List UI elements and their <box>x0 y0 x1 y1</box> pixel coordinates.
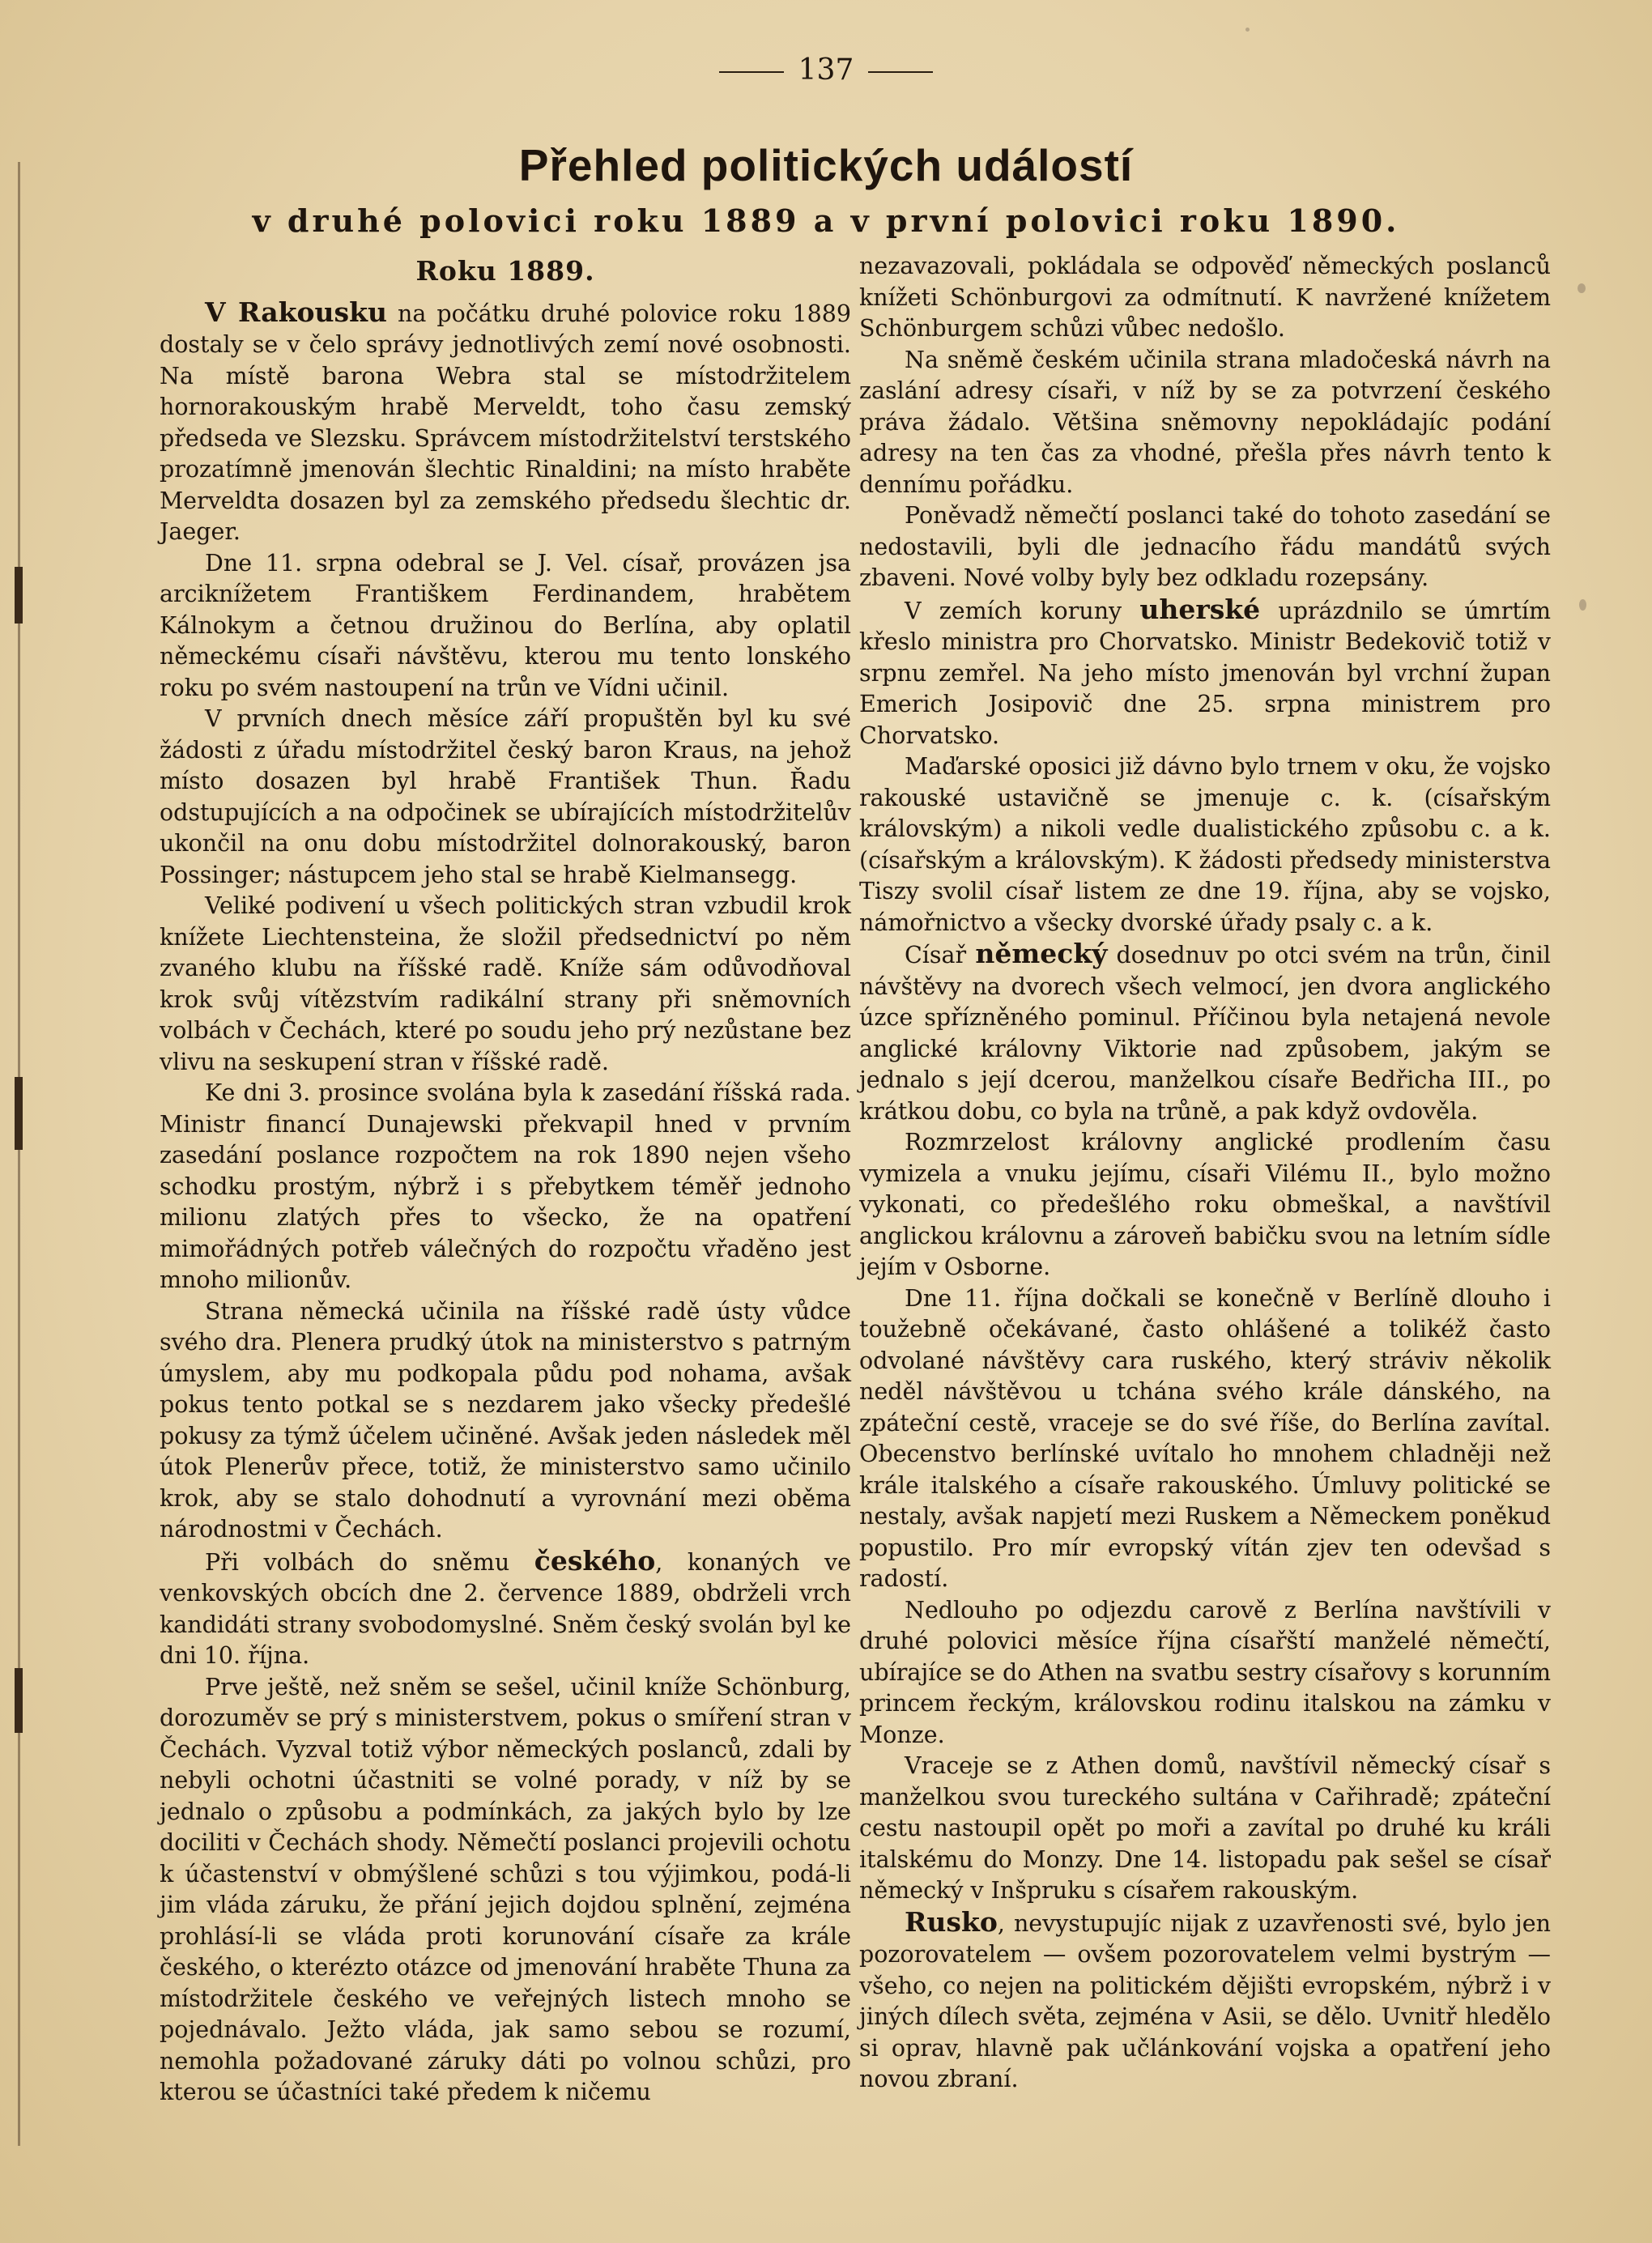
paragraph: Poněvadž němečtí poslanci také do tohoto zasedání se nedostavili, byli dle jednacího řádu mandátů svých zbaveni. Nové volby byly bez odkladu rozepsány. <box>859 502 1551 591</box>
paragraph: Při volbách do sněmu českého, konaných ve venkovských obcích dne 2. července 1889, obdrželi vrch kandidáti strany svobodomyslné. Sněm český svolán byl ke dni 10. října. <box>160 1544 851 1669</box>
paragraph: V zemích koruny uherské uprázdnilo se úmrtím křeslo ministra pro Chorvatsko. Ministr Bedekovič totiž v srpnu zemřel. Na jeho místo jmenován byl vrchní župan Emerich Josipovič dne 25. srpna ministrem pro Chorvatsko. <box>859 593 1552 749</box>
paragraph: nezavazovali, pokládala se odpověď německých poslanců knížeti Schönburgovi za odmítnutí. K navržené knížetem Schönburgem schůzi vůbec nedošlo. <box>859 253 1551 342</box>
paragraph: Na sněmě českém učinila strana mladočeská návrh na zaslání adresy císaři, v níž by se za potvrzení českého práva žádalo. Většina sněmovny nepokládajíc podání adresy na ten čas za vhodné, přešla přes návrh tento k dennímu pořádku. <box>859 346 1551 498</box>
page-number: 137 <box>798 53 854 87</box>
paragraph: Prve ještě, než sněm se sešel, učinil kníže Schönburg, dorozuměv se prý s ministerstvem, pokus o smíření stran v Čechách. Vyzval totiž výbor německých poslanců, zdali by nebyli ochotni účastniti se volné porady, v níž by se jednalo o způsobu a podmínkách, za jakých bylo by lze dociliti v Čechách shody. Němečtí poslanci projevili ochotu k účastenství v obmýšlené schůzi s tou výjimkou, podá-li jim vláda záruku, že přání jejich dojdou splnění, zejména prohlásí-li se vláda proti korunování císaře za krále českého, o kterézto otázce od jmenování hraběte Thuna za místodržitele českého ve veřejných listech mnoho se pojednávalo. Ježto vláda, jak samo sebou se rozumí, nemohla požadované záruky dáti po volnou schůzi, pro kterou se účastníci také předem k ničemu <box>160 1673 851 2105</box>
paragraph: V prvních dnech měsíce září propuštěn byl ku své žádosti z úřadu místodržitel český baron Kraus, na jehož místo dosazen byl hrabě František Thun. Řadu odstupujících a na odpočinek se ubírajících místodržitelův ukončil na onu dobu místodržitel dolnorakouský, baron Possinger; nástupcem jeho stal se hrabě Kielmansegg. <box>160 705 851 888</box>
left-column <box>160 251 851 2109</box>
binding-mark <box>15 567 23 624</box>
page-number-line <box>0 53 1652 87</box>
paragraph: V Rakousku na počátku druhé polovice roku 1889 dostaly se v čelo správy jednotlivých zemí nové osobnosti. Na místě barona Webra stal se místodržitelem hornorakouským hrabě Merveldt, toho času zemský předseda ve Slezsku. Správcem místodržitelství terstského prozatímně jmenován šlechtic Rinaldini; na místo hraběte Merveldta dosazen byl za zemského předsedu šlechtic dr. Jaeger. <box>160 296 851 545</box>
emphasis: uherské <box>1139 593 1261 625</box>
paragraph: Ke dni 3. prosince svolána byla k zasedání říšská rada. Ministr financí Dunajewski překvapil hned v prvním zasedání poslance rozpočtem na rok 1890 nejen všeho schodku prostým, nýbrž i s přebytkem téměř jednoho milionu zlatých přes to všecko, že na opatření mimořádných potřeb válečných do rozpočtu vřaděno jest mnoho milionův. <box>160 1079 851 1293</box>
paragraph: Dne 11. srpna odebral se J. Vel. císař, provázen jsa arciknížetem Františkem Ferdinandem, hrabětem Kálnokym a četnou družinou do Berlína, aby oplatil německému císaři návštěvu, kterou mu tento lonského roku po svém nastoupení na trůn ve Vídni učinil. <box>160 549 851 701</box>
page-title: Přehled politických událostí <box>518 140 1134 190</box>
page-subtitle: v druhé polovici roku 1889 a v první polovici roku 1890. <box>252 202 1400 239</box>
paper-spot <box>1579 599 1586 611</box>
paragraph: Nedlouho po odjezdu carově z Berlína navštívili v druhé polovici měsíce října císařští manželé němečtí, ubírajíce se do Athen na svatbu sestry císařovy s korunním princem řeckým, královskou rodinu italskou na zámku v Monze. <box>859 1596 1551 1748</box>
emphasis: německý <box>975 938 1108 969</box>
paragraph: Rusko, nevystupujíc nijak z uzavřenosti své, bylo jen pozorovatelem — ovšem pozorovatelem velmi bystrým — všeho, co nejen na politickém dějišti evropském, nýbrž i v jiných dílech světa, zejména v Asii, se dělo. Uvnitř hledělo si oprav, hlavně pak učlánkování vojska a opatření jeho novou zbraní. <box>859 1905 1551 2092</box>
year-heading: Roku 1889. <box>415 255 595 287</box>
page-edge-shadow <box>18 162 20 2146</box>
emphasis: českého <box>534 1544 656 1577</box>
paper-spot <box>1245 28 1250 32</box>
binding-mark <box>15 1668 23 1733</box>
paper-spot <box>1577 283 1586 293</box>
paragraph: Maďarské oposici již dávno bylo trnem v oku, že vojsko rakouské ustavičně se jmenuje c. k. (císařským královským) a nikoli vedle dualistického způsobu c. a k. (císařským a královským). K žádosti předsedy ministerstva Tiszy svolil císař listem ze dne 19. října, aby se vojsko, námořnictvo a všecky dvorské úřady psaly c. a k. <box>859 753 1551 936</box>
country-heading: V Rakousku <box>205 296 387 328</box>
paragraph: Císař německý dosednuv po otci svém na trůn, činil návštěvy na dvorech všech velmocí, jen dvora anglického úzce spřízněného pominul. Příčinou byla netajená nevole anglické královny Viktorie nad způsobem, jakým se jednalo s její dcerou, manželkou císaře Bedřicha III., po krátkou dobu, co byla na trůně, a pak když ovdověla. <box>859 938 1551 1125</box>
paragraph: Strana německá učinila na říšské radě ústy vůdce svého dra. Plenera prudký útok na ministerstvo s patrným úmyslem, aby mu podkopala půdu pod nohama, avšak pokus tento potkal se s nezdarem jako všecky předešlé pokusy za týmž účelem učiněné. Avšak jeden následek měl útok Plenerův přece, totiž, že ministerstvo samo učinilo krok, aby se stalo dohodnutí a vyrovnání mezi oběma národnostmi v Čechách. <box>160 1297 851 1543</box>
binding-mark <box>15 1077 23 1150</box>
paragraph: Vraceje se z Athen domů, navštívil německý císař s manželkou svou tureckého sultána v Cařihradě; zpáteční cestu nastoupil opět po moři a zavítal po druhé ku králi italskému do Monzy. Dne 14. listopadu pak sešel se císař německý v Inšpruku s císařem rakouským. <box>859 1752 1551 1904</box>
paragraph: Rozmrzelost královny anglické prodlením času vymizela a vnuku jejímu, císaři Vilému II., bylo možno vykonati, co předešlého roku obmeškal, a navštívil anglickou královnu a zároveň babičku svou na letním sídle jejím v Osborne. <box>859 1129 1551 1280</box>
paragraph: Dne 11. října dočkali se konečně v Berlíně dlouho i toužebně očekávané, často ohlášené a tolikéž často odvolané návštěvy cara ruského, který stráviv několik neděl návštěvou u tchána svého krále dánského, na zpáteční cestě, vraceje se do své říše, do Berlína zavítal. Obecenstvo berlínské uvítalo ho mnohem chladněji než krále italského a císaře rakouského. Úmluvy politické se nestaly, avšak napjetí mezi Ruskem a Německem poněkud popustilo. Pro mír evropský vítán zjev ten odevšad s radostí. <box>859 1284 1551 1592</box>
paragraph: Veliké podivení u všech politických stran vzbudil krok knížete Liechtensteina, že složil předsednictví po něm zvaného klubu na říšské radě. Kníže sám odůvodňoval krok svůj vítězstvím radikální strany při sněmovních volbách v Čechách, které po soudu jeho prý nezůstane bez vlivu na seskupení stran v říšské radě. <box>160 892 851 1075</box>
right-column <box>859 251 1551 2096</box>
country-heading: Rusko <box>905 1905 998 1938</box>
